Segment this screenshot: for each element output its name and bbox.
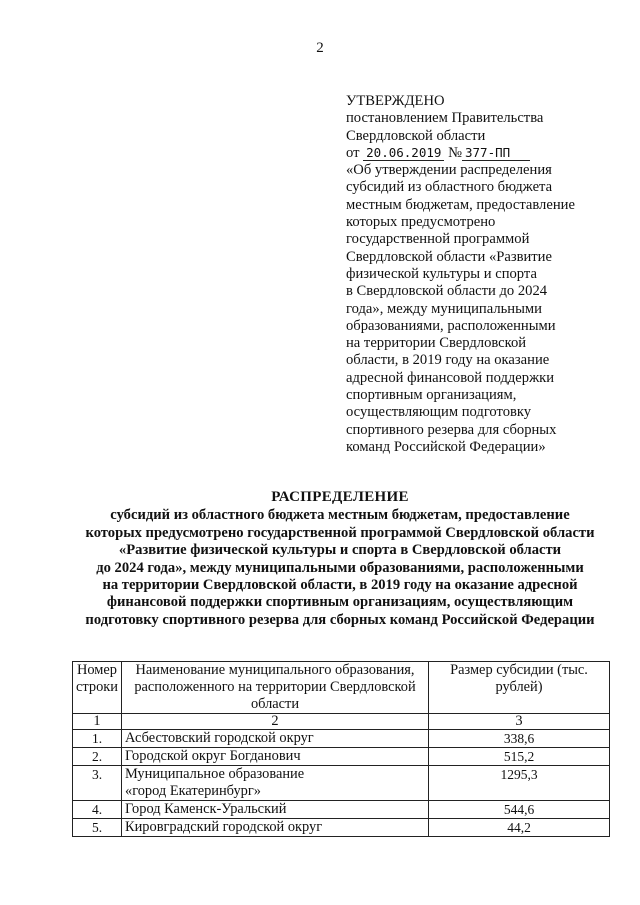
row-number: 3. <box>73 766 122 801</box>
header-name: Наименование муниципального образования, расположенного на территории Свердловской области <box>122 662 429 714</box>
municipality-name: Муниципальное образование «город Екатеринбург» <box>122 766 429 801</box>
municipality-name: Кировградский городской округ <box>122 819 429 837</box>
document-subtitle: субсидий из областного бюджета местным бюджетам, предоставление которых предусмотрено государственной программой Свердловской области «Развитие физической культуры и спорта в Свердловской области до 2024 года», между муниципальными образованиями, расположенными на территории Свердловской области, в 2019 году на оказание адресной финансовой поддержки спортивным организациям, осуществляющим подготовку спортивного резерва для сборных команд Российской Федерации <box>85 507 595 628</box>
header-amount: Размер субсидии (тыс. рублей) <box>429 662 610 714</box>
municipality-name: Асбестовский городской округ <box>122 730 429 748</box>
page-number: 2 <box>316 40 324 56</box>
document-title-block <box>40 489 640 629</box>
subsidies-table <box>72 661 610 837</box>
table-row <box>73 766 610 801</box>
table-row <box>73 801 610 819</box>
row-number: 2. <box>73 748 122 766</box>
approval-line-1: постановлением Правительства <box>346 110 544 127</box>
approval-heading: УТВЕРЖДЕНО <box>346 93 445 109</box>
table-header-row <box>73 662 610 714</box>
approval-description: «Об утверждении распределения субсидий из областного бюджета местным бюджетам, предоставление которых предусмотрено государственной программой Свердловской области «Развитие физической культуры и спорта в Свердловской области до 2024 года», между муниципальными образованиями, расположенными на территории Свердловской области, в 2019 году на оказание адресной финансовой поддержки спортивным организациям, осуществляющим подготовку спортивного резерва для сборных команд Российской Федерации» <box>346 162 575 455</box>
approval-date-line <box>346 145 606 162</box>
municipality-name: Город Каменск-Уральский <box>122 801 429 819</box>
approval-line-2: Свердловской области <box>346 127 486 144</box>
subsidy-amount: 515,2 <box>429 748 610 766</box>
municipality-name: Городской округ Богданович <box>122 748 429 766</box>
subsidy-amount: 544,6 <box>429 801 610 819</box>
row-number: 4. <box>73 801 122 819</box>
index-cell: 2 <box>122 714 429 730</box>
date-prefix: от <box>346 144 360 161</box>
table-row <box>73 730 610 748</box>
table-row <box>73 819 610 837</box>
header-number: Номер строки <box>73 662 122 714</box>
index-cell: 1 <box>73 714 122 730</box>
approval-date: 20.06.2019 <box>363 146 444 161</box>
column-index-row <box>73 714 610 730</box>
approval-number: 377-ПП <box>462 146 530 161</box>
document-title: РАСПРЕДЕЛЕНИЕ <box>271 489 409 505</box>
index-cell: 3 <box>429 714 610 730</box>
subsidy-amount: 44,2 <box>429 819 610 837</box>
row-number: 5. <box>73 819 122 837</box>
number-prefix: № <box>448 144 462 161</box>
subsidy-amount: 338,6 <box>429 730 610 748</box>
table-row <box>73 748 610 766</box>
approval-block <box>346 93 606 456</box>
row-number: 1. <box>73 730 122 748</box>
subsidy-amount: 1295,3 <box>429 766 610 801</box>
